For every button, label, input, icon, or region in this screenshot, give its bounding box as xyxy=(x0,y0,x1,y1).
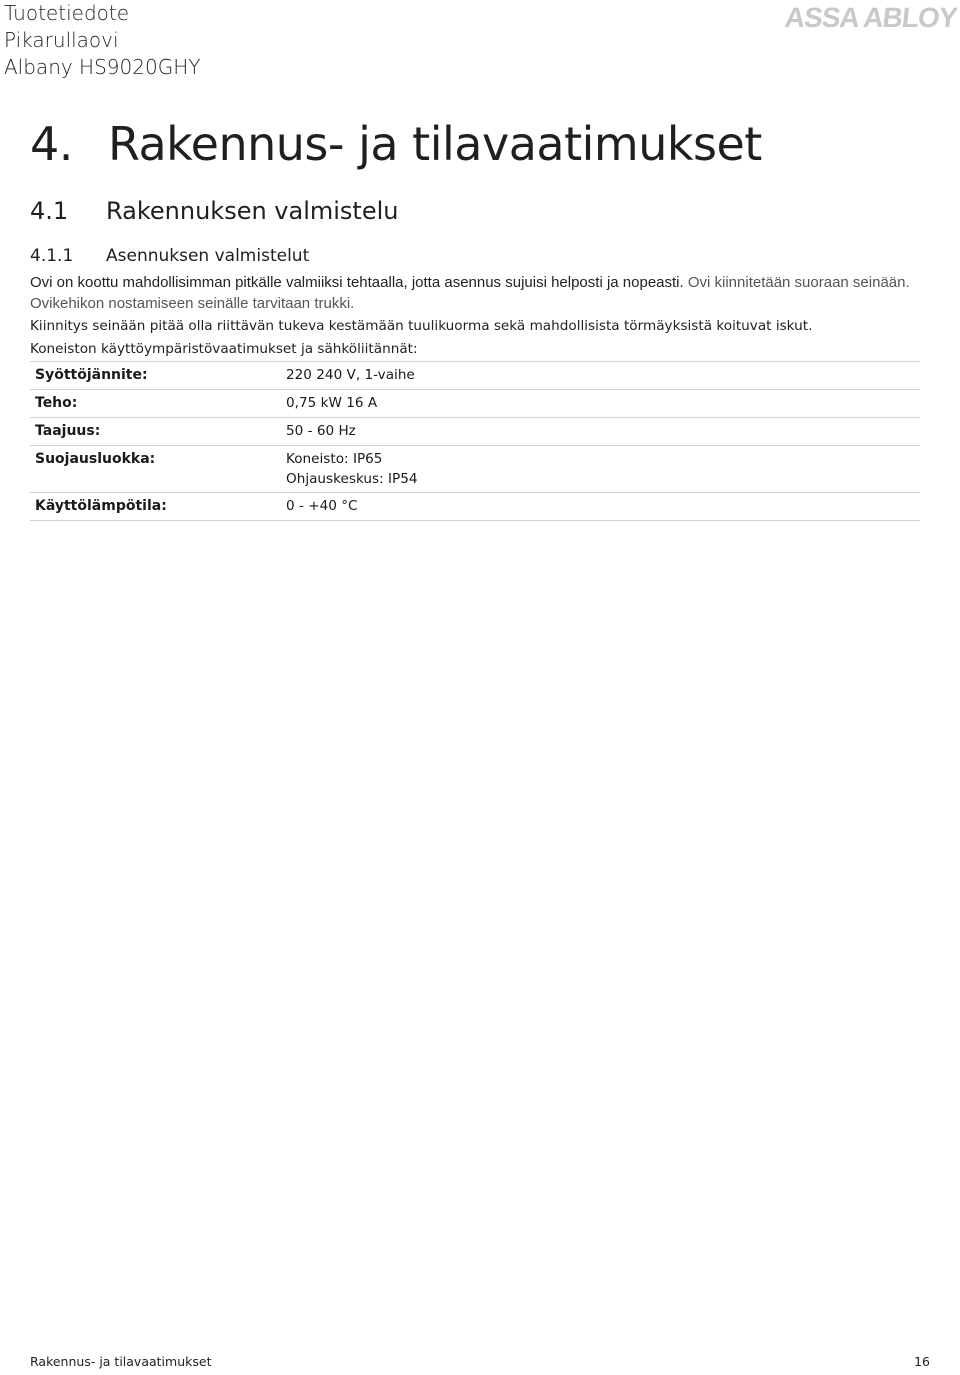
spec-row-operating-temperature xyxy=(30,493,920,521)
spec-label: Teho: xyxy=(35,395,78,411)
spec-label: Taajuus: xyxy=(35,423,101,439)
header-product-type: Pikarullaovi xyxy=(4,28,119,52)
subsubsection-title: Asennuksen valmistelut xyxy=(106,246,310,266)
subsubsection-number: 4.1.1 xyxy=(30,246,74,266)
spec-value-line: 50 - 60 Hz xyxy=(286,423,356,439)
section-heading xyxy=(30,114,762,174)
subsection-title: Rakennuksen valmistelu xyxy=(106,197,399,225)
spec-row-protection-class xyxy=(30,446,920,493)
spec-value xyxy=(286,496,358,517)
subsubsection-heading xyxy=(30,245,309,267)
spec-table xyxy=(30,362,920,521)
section-title: Rakennus- ja tilavaatimukset xyxy=(108,117,762,171)
spec-value xyxy=(286,421,356,442)
brand-logo: ASSA ABLOY xyxy=(782,2,958,33)
spec-label: Suojausluokka: xyxy=(35,451,156,467)
paragraph-installation-part2: Ovi kiinnitetään suoraan seinään. Ovikehikon nostamiseen seinälle tarvitaan trukki. xyxy=(30,274,910,312)
spec-row-frequency xyxy=(30,418,920,446)
spec-label: Syöttöjännite: xyxy=(35,367,148,383)
paragraph-installation xyxy=(30,272,935,314)
section-number: 4. xyxy=(30,117,73,171)
spec-label: Käyttölämpötila: xyxy=(35,498,167,514)
paragraph-mounting: Kiinnitys seinään pitää olla riittävän tukeva kestämään tuulikuorma sekä mahdollisista törmäyksistä koituvat iskut. xyxy=(30,318,813,334)
spec-value-line: 220 240 V, 1-vaihe xyxy=(286,367,415,383)
footer-page-number: 16 xyxy=(914,1354,930,1369)
spec-row-power xyxy=(30,390,920,418)
footer-section-name: Rakennus- ja tilavaatimukset xyxy=(30,1354,212,1369)
spec-value-line: 0 - +40 °C xyxy=(286,498,358,514)
spec-value-line: Ohjauskeskus: IP54 xyxy=(286,471,418,487)
header-product-model: Albany HS9020GHY xyxy=(4,55,201,79)
subsection-number: 4.1 xyxy=(30,197,69,225)
spec-value xyxy=(286,449,418,489)
document-header xyxy=(4,0,200,81)
spec-value-line: 0,75 kW 16 A xyxy=(286,395,378,411)
paragraph-installation-part1: Ovi on koottu mahdollisimman pitkälle valmiiksi tehtaalla, jotta asennus sujuisi helposti ja nopeasti. xyxy=(30,274,684,291)
spec-row-voltage xyxy=(30,362,920,390)
spec-value-line: Koneisto: IP65 xyxy=(286,451,383,467)
paragraph-requirements-intro: Koneiston käyttöympäristövaatimukset ja sähköliitännät: xyxy=(30,341,418,357)
spec-value xyxy=(286,365,415,386)
header-doc-type: Tuotetiedote xyxy=(4,1,130,25)
spec-value xyxy=(286,393,377,414)
subsection-heading xyxy=(30,196,399,226)
